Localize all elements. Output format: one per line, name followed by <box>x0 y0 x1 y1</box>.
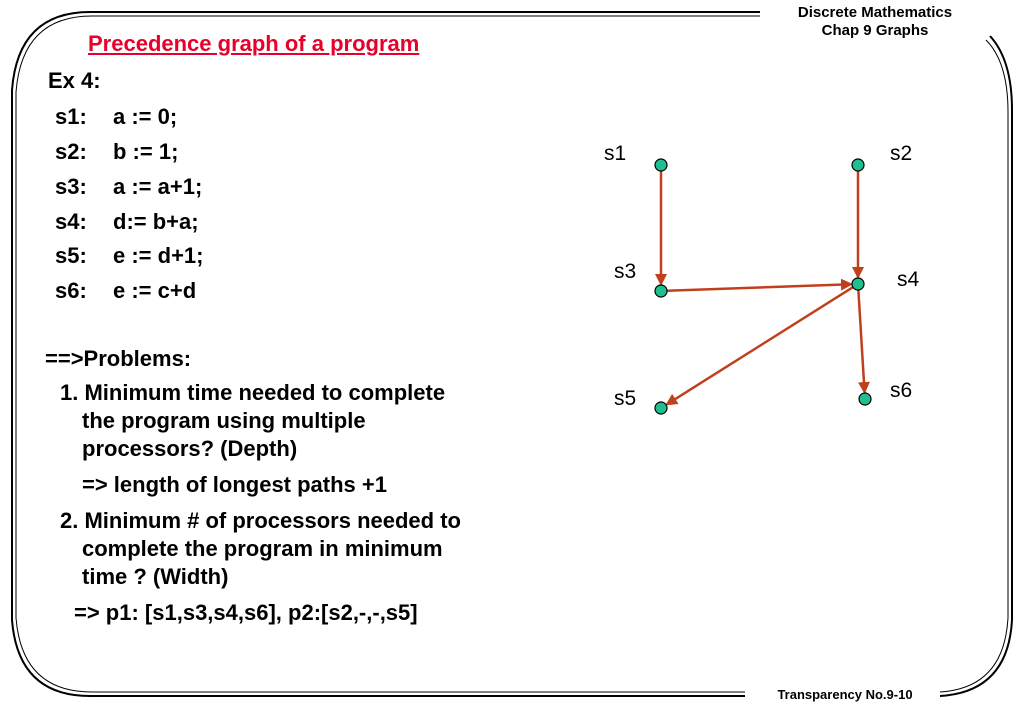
edge-s4-s5 <box>667 287 853 404</box>
node-s4 <box>852 278 864 290</box>
statement-code: a := a+1; <box>113 174 203 199</box>
statement-s3 <box>55 174 202 200</box>
statement-code: a := 0; <box>113 104 178 129</box>
slide-title: Precedence graph of a program <box>88 31 420 56</box>
statement-label: s2: <box>55 139 87 164</box>
statement-s4 <box>55 209 199 235</box>
statement-s1 <box>55 104 177 130</box>
node-s5 <box>655 402 667 414</box>
statement-code: e := c+d <box>113 278 197 303</box>
problem2-answer: => p1: [s1,s3,s4,s6], p2:[s2,-,-,s5] <box>74 600 418 625</box>
statement-code: d:= b+a; <box>113 209 199 234</box>
node-s6 <box>859 393 871 405</box>
node-label-s3: s3 <box>614 260 637 283</box>
problem1-line3: processors? (Depth) <box>82 436 298 461</box>
problem2-line1: 2. Minimum # of processors needed to <box>60 508 461 533</box>
header-block <box>770 4 980 40</box>
node-label-s4: s4 <box>897 268 920 291</box>
problem1-line2: the program using multiple <box>82 408 366 433</box>
node-label-s2: s2 <box>890 142 913 165</box>
node-label-s1: s1 <box>604 142 627 165</box>
header-chapter: Chap 9 Graphs <box>821 22 929 39</box>
statement-label: s4: <box>55 209 87 234</box>
statement-s2 <box>55 139 178 165</box>
statement-label: s6: <box>55 278 87 303</box>
problems-heading: ==>Problems: <box>45 346 192 371</box>
node-s3 <box>655 285 667 297</box>
statement-label: s5: <box>55 243 87 268</box>
footer-transparency: Transparency No.9-10 <box>777 687 913 702</box>
statement-s5 <box>55 243 203 269</box>
statement-s6 <box>55 278 196 304</box>
edge-s3-s4 <box>667 284 851 291</box>
problem1-line1: 1. Minimum time needed to complete <box>60 380 446 405</box>
statement-code: e := d+1; <box>113 243 204 268</box>
node-label-s6: s6 <box>890 379 913 402</box>
statement-code: b := 1; <box>113 139 179 164</box>
node-s1 <box>655 159 667 171</box>
node-s2 <box>852 159 864 171</box>
example-label: Ex 4: <box>48 68 101 93</box>
precedence-graph <box>560 110 940 430</box>
problem2-line3: time ? (Width) <box>82 564 229 589</box>
problem2-line2: complete the program in minimum <box>82 536 443 561</box>
node-label-s5: s5 <box>614 387 637 410</box>
header-course: Discrete Mathematics <box>797 4 953 21</box>
problem1-answer: => length of longest paths +1 <box>82 472 387 497</box>
edge-s4-s6 <box>858 290 864 392</box>
statement-label: s3: <box>55 174 87 199</box>
statement-label: s1: <box>55 104 87 129</box>
